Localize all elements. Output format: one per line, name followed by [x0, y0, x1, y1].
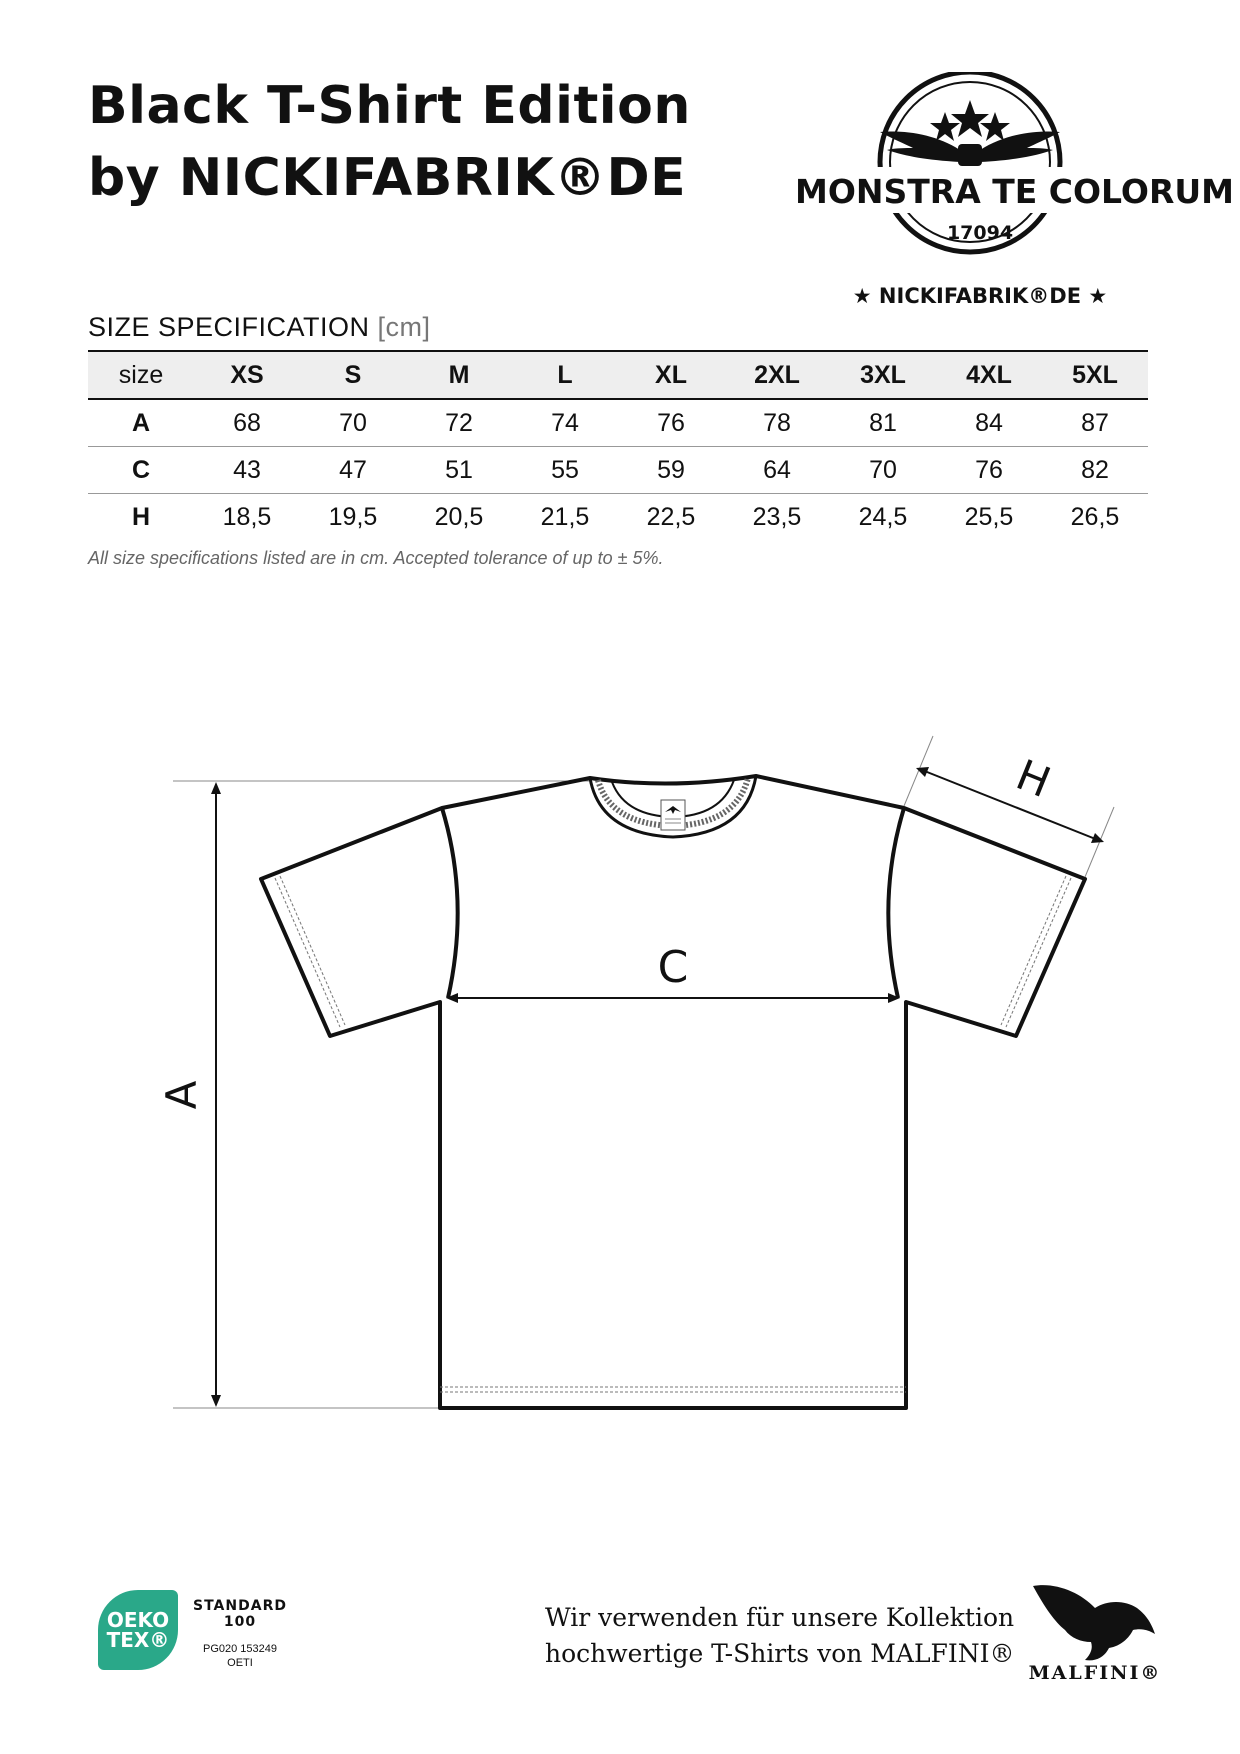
malfini-wordmark: MALFINI® — [1028, 1662, 1162, 1684]
logo-main-text: MONSTRA TE COLORUM — [795, 172, 1234, 211]
oeko-standard-number: 100 — [223, 1614, 257, 1630]
oeko-line-1: OEKO — [106, 1608, 170, 1632]
row-label: C — [131, 455, 151, 484]
column-header: 5XL — [1072, 360, 1118, 389]
oeko-institute-text: OETI — [227, 1657, 253, 1669]
bottom-hem-stitching — [440, 1387, 906, 1392]
title-line-2: by NICKIFABRIK®DE — [88, 148, 687, 208]
column-header: 4XL — [966, 360, 1012, 389]
h-dimension-arrow — [916, 767, 1104, 843]
column-header: 3XL — [860, 360, 906, 389]
size-specification-heading — [88, 312, 431, 343]
tshirt-outline — [261, 776, 1085, 1408]
table-cell: 64 — [763, 455, 791, 484]
column-header: M — [448, 360, 470, 389]
neck-label-icon — [661, 800, 685, 830]
oeko-standard-label — [190, 1598, 290, 1630]
table-cell: 70 — [869, 455, 897, 484]
table-cell: 76 — [657, 408, 685, 437]
row-label: H — [131, 502, 151, 531]
column-header: L — [557, 360, 573, 389]
table-cell: 70 — [339, 408, 367, 437]
row-label: A — [131, 408, 151, 437]
table-cell: 78 — [763, 408, 791, 437]
table-cell: 21,5 — [540, 502, 590, 531]
table-cell: 68 — [233, 408, 261, 437]
table-row — [88, 494, 1148, 541]
table-cell: 72 — [445, 408, 473, 437]
column-header: 2XL — [754, 360, 800, 389]
monstra-te-colorum-logo — [795, 72, 1234, 312]
tolerance-note: All size specifications listed are in cm. Accepted tolerance of up to ± 5%. — [88, 548, 664, 568]
table-cell: 84 — [975, 408, 1003, 437]
column-header: XL — [655, 360, 687, 389]
table-row — [88, 399, 1148, 447]
spec-heading-text: SIZE SPECIFICATION — [88, 312, 370, 342]
tshirt-diagram — [0, 720, 1240, 1420]
oeko-code-text: PG020 153249 — [202, 1643, 277, 1655]
malfini-logo — [1025, 1578, 1165, 1688]
table-cell: 19,5 — [328, 502, 378, 531]
table-cell: 74 — [551, 408, 579, 437]
table-cell: 24,5 — [858, 502, 908, 531]
table-cell: 76 — [975, 455, 1003, 484]
oeko-tex-badge — [98, 1590, 358, 1680]
c-dimension-arrow — [446, 993, 900, 1003]
table-cell: 18,5 — [222, 502, 272, 531]
table-cell: 81 — [869, 408, 897, 437]
table-cell: 51 — [445, 455, 473, 484]
label-h: H — [1009, 749, 1058, 808]
a-dimension-arrow — [211, 782, 221, 1407]
table-cell: 22,5 — [646, 502, 696, 531]
malfini-line-1: Wir verwenden für unsere Kollektion — [545, 1603, 1015, 1632]
column-header: S — [344, 360, 362, 389]
logo-brand-text: ★ NICKIFABRIK®DE ★ — [852, 284, 1108, 308]
malfini-statement — [545, 1600, 1015, 1672]
wings-icon — [880, 132, 1060, 166]
table-cell: 25,5 — [964, 502, 1014, 531]
eagle-icon — [1025, 1578, 1165, 1662]
table-cell: 26,5 — [1070, 502, 1120, 531]
label-a: A — [157, 1080, 206, 1110]
table-cell: 20,5 — [434, 502, 484, 531]
table-row — [88, 447, 1148, 494]
spec-unit: [cm] — [377, 312, 431, 342]
table-cell: 82 — [1081, 455, 1109, 484]
table-cell: 55 — [551, 455, 579, 484]
page-title — [88, 70, 691, 214]
logo-number: 17094 — [946, 222, 1014, 244]
column-header: XS — [230, 360, 264, 389]
table-cell: 87 — [1081, 408, 1109, 437]
column-header: size — [118, 360, 164, 389]
table-cell: 47 — [339, 455, 367, 484]
title-line-1: Black T-Shirt Edition — [88, 76, 691, 136]
oeko-certificate — [190, 1642, 290, 1670]
h-left-guide — [904, 736, 933, 806]
table-cell: 59 — [657, 455, 685, 484]
table-header-row — [88, 351, 1148, 399]
size-table — [88, 350, 1148, 540]
table-cell: 43 — [233, 455, 261, 484]
oeko-standard-text: STANDARD — [193, 1598, 287, 1614]
table-cell: 23,5 — [752, 502, 802, 531]
malfini-line-2: hochwertige T-Shirts von MALFINI® — [545, 1639, 1015, 1668]
label-c: C — [657, 942, 689, 993]
oeko-tex-logo — [98, 1590, 178, 1670]
star-icon — [930, 100, 1010, 141]
oeko-line-2: TEX® — [106, 1628, 170, 1652]
